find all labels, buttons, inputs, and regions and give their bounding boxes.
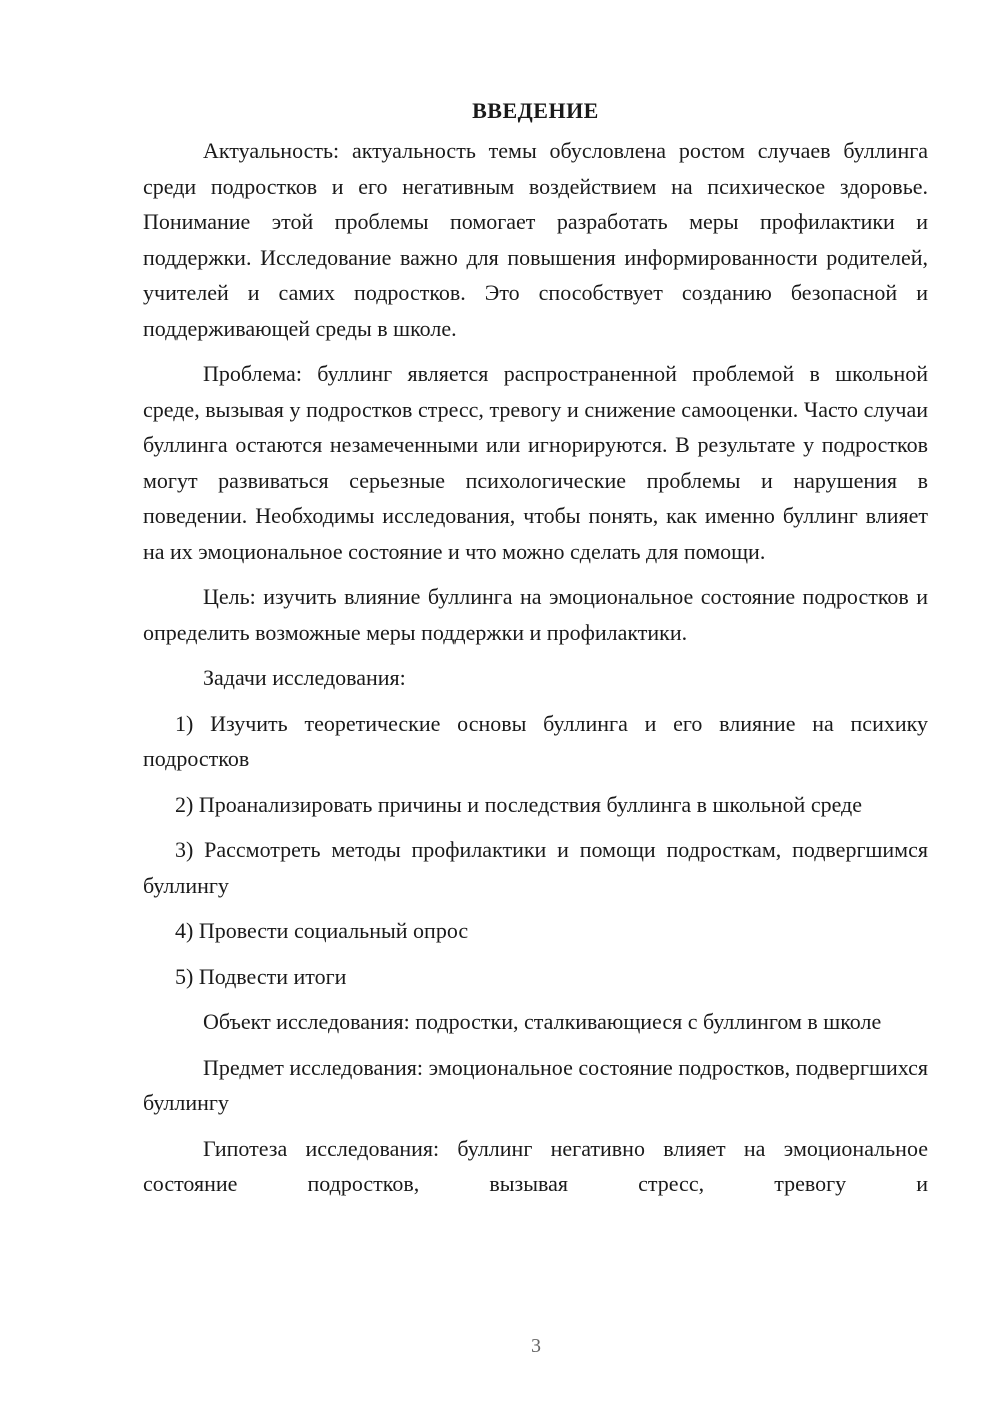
subject-paragraph: Предмет исследования: эмоциональное состояние подростков, подвергшихся буллингу	[143, 1054, 928, 1115]
task-item-3: 3) Рассмотреть методы профилактики и помощи подросткам, подвергшимся буллингу	[143, 837, 928, 898]
task-item-1: 1) Изучить теоретические основы буллинга и его влияние на психику подростков	[143, 710, 928, 771]
task-item-2: 2) Проанализировать причины и последствия буллинга в школьной среде	[175, 791, 863, 817]
page-number: 3	[531, 1335, 541, 1357]
page-content	[143, 93, 928, 1212]
section-heading: ВВЕДЕНИЕ	[472, 98, 599, 123]
task-item-5: 5) Подвести итоги	[175, 963, 347, 989]
object-paragraph: Объект исследования: подростки, сталкивающиеся с буллингом в школе	[203, 1009, 882, 1034]
problem-paragraph: Проблема: буллинг является распространенной проблемой в школьной среде, вызывая у подростков стресс, тревогу и снижение самооценки. Часто случаи буллинга остаются незамеченными или игнорируются. В результате у подростков могут развиваться серьезные психологические проблемы и нарушения в поведении. Необходимы исследования, чтобы понять, как именно буллинг влияет на их эмоциональное состояние и что можно сделать для помощи.	[143, 361, 928, 564]
tasks-label: Задачи исследования:	[203, 665, 406, 690]
task-item-4: 4) Провести социальный опрос	[175, 918, 469, 943]
hypothesis-paragraph: Гипотеза исследования: буллинг негативно влияет на эмоциональное состояние подростков, вызывая стресс, тревогу и	[143, 1135, 928, 1196]
goal-paragraph: Цель: изучить влияние буллинга на эмоциональное состояние подростков и определить возможные меры поддержки и профилактики.	[143, 584, 928, 645]
relevance-paragraph: Актуальность: актуальность темы обусловлена ростом случаев буллинга среди подростков и его негативным воздействием на психическое здоровье. Понимание этой проблемы помогает разработать меры профилактики и поддержки. Исследование важно для повышения информированности родителей, учителей и самих подростков. Это способствует созданию безопасной и поддерживающей среды в школе.	[143, 138, 928, 341]
